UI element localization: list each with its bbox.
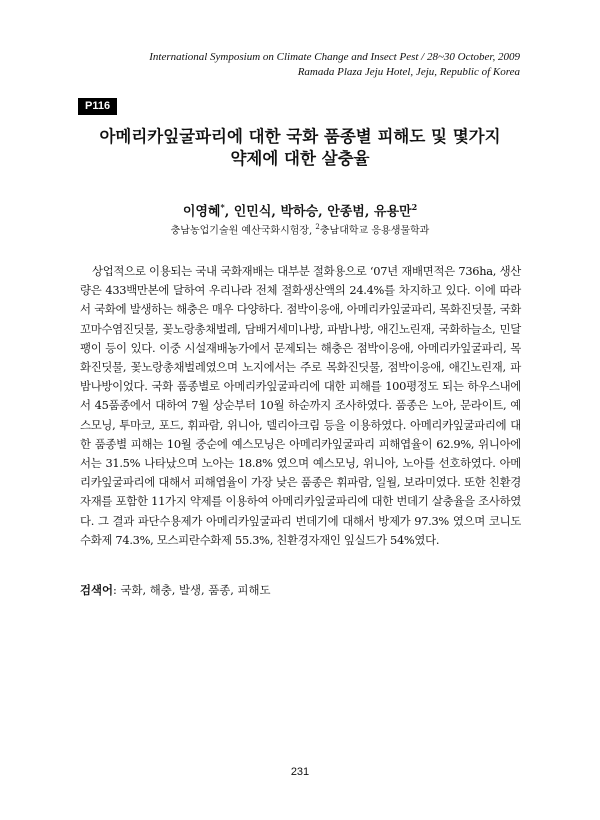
abstract-body: 상업적으로 이용되는 국내 국화재배는 대부분 절화용으로 ‘07년 재배면적은 736ha, 생산량은 433백만본에 달하여 우리나라 전체 절화생산액의 24.4%를 차지하고 있다. 이에 따라서 국화에 발생하는 해충은 매우 다양하다. 점박이응애, 아메리카잎굴파리, 목화진딧물, 국화꼬마수염진딧물, 꽃노랑총채벌레, 담배거세미나방, 파밤나방, 애긴노린재, 국화하늘소, 민달팽이 등이 있다. 이중 시설재배농가에서 문제되는 해충은 점박이응애, 아메리카잎굴파리, 목화진딧물, 꽃노랑총채벌레였으며 노지에서는 주로 목화진딧물, 점박이응애, 애긴노린재, 파밤나방이었다. 국화 품종별로 아메리카잎굴파리에 대한 피해를 100평정도 되는 하우스내에서 45품종에서 대하여 7월 상순부터 10월 하순까지 조사하였다. 품종은 노아, 문라이트, 예스모닝, 투마코, 포드, 휘파람, 위니아, 델리아크림 등을 이용하였다. 아메리카잎굴파리에 대한 품종별 피해는 10월 중순에 예스모닝은 아메리카잎굴파리 피해엽율이 62.9%, 위니아에서는 31.5% 나타났으며 노아는 18.8% 였으며 예스모닝, 위니아, 노아를 선호하였다. 아메리카잎굴파리에 대해서 피해엽율이 가장 낮은 품종은 휘파람, 일월, 보라미였다. 또한 친환경자재를 포함한 11가지 약제를 이용하여 아메리카잎굴파리에 대한 번데기 살충율을 조사하였다. 그 결과 파단수용제가 아메리카잎굴파리 번데기에 대해서 방제가 97.3% 였으며 코니도수화제 74.3%, 모스피란수화제 55.3%, 친환경자재인 잎실드가 54%였다. xyxy=(80,264,521,547)
author-rest: , 인민식, 박하승, 안종범, 유용만 xyxy=(224,204,412,220)
affiliations xyxy=(60,220,540,238)
keywords-label: 검색어 xyxy=(80,583,114,597)
conference-header xyxy=(149,50,520,80)
poster-id-badge: P116 xyxy=(78,98,117,115)
author-rest-mark: 2 xyxy=(411,202,418,212)
conference-header-line2: Ramada Plaza Jeju Hotel, Jeju, Republic of Korea xyxy=(297,66,520,78)
paper-title xyxy=(60,126,540,170)
affiliation-2: 충남대학교 응용생물학과 xyxy=(319,225,430,237)
affiliation-1: 충남농업기술원 예산국화시험장, xyxy=(170,225,316,237)
author-list xyxy=(60,198,540,221)
conference-header-line1: International Symposium on Climate Change and Insect Pest / 28~30 October, 2009 xyxy=(149,51,520,63)
paper-title-line2: 약제에 대한 살충율 xyxy=(230,149,370,168)
page-number: 231 xyxy=(290,766,310,778)
affiliation-2-mark: 2 xyxy=(315,223,320,231)
keywords xyxy=(80,581,521,599)
author-first-mark: * xyxy=(220,202,225,212)
paper-title-line1: 아메리카잎굴파리에 대한 국화 품종별 피해도 및 몇가지 xyxy=(99,127,501,146)
keywords-text: : 국화, 해충, 발생, 품종, 피해도 xyxy=(113,583,271,597)
author-first: 이영혜 xyxy=(182,204,221,220)
